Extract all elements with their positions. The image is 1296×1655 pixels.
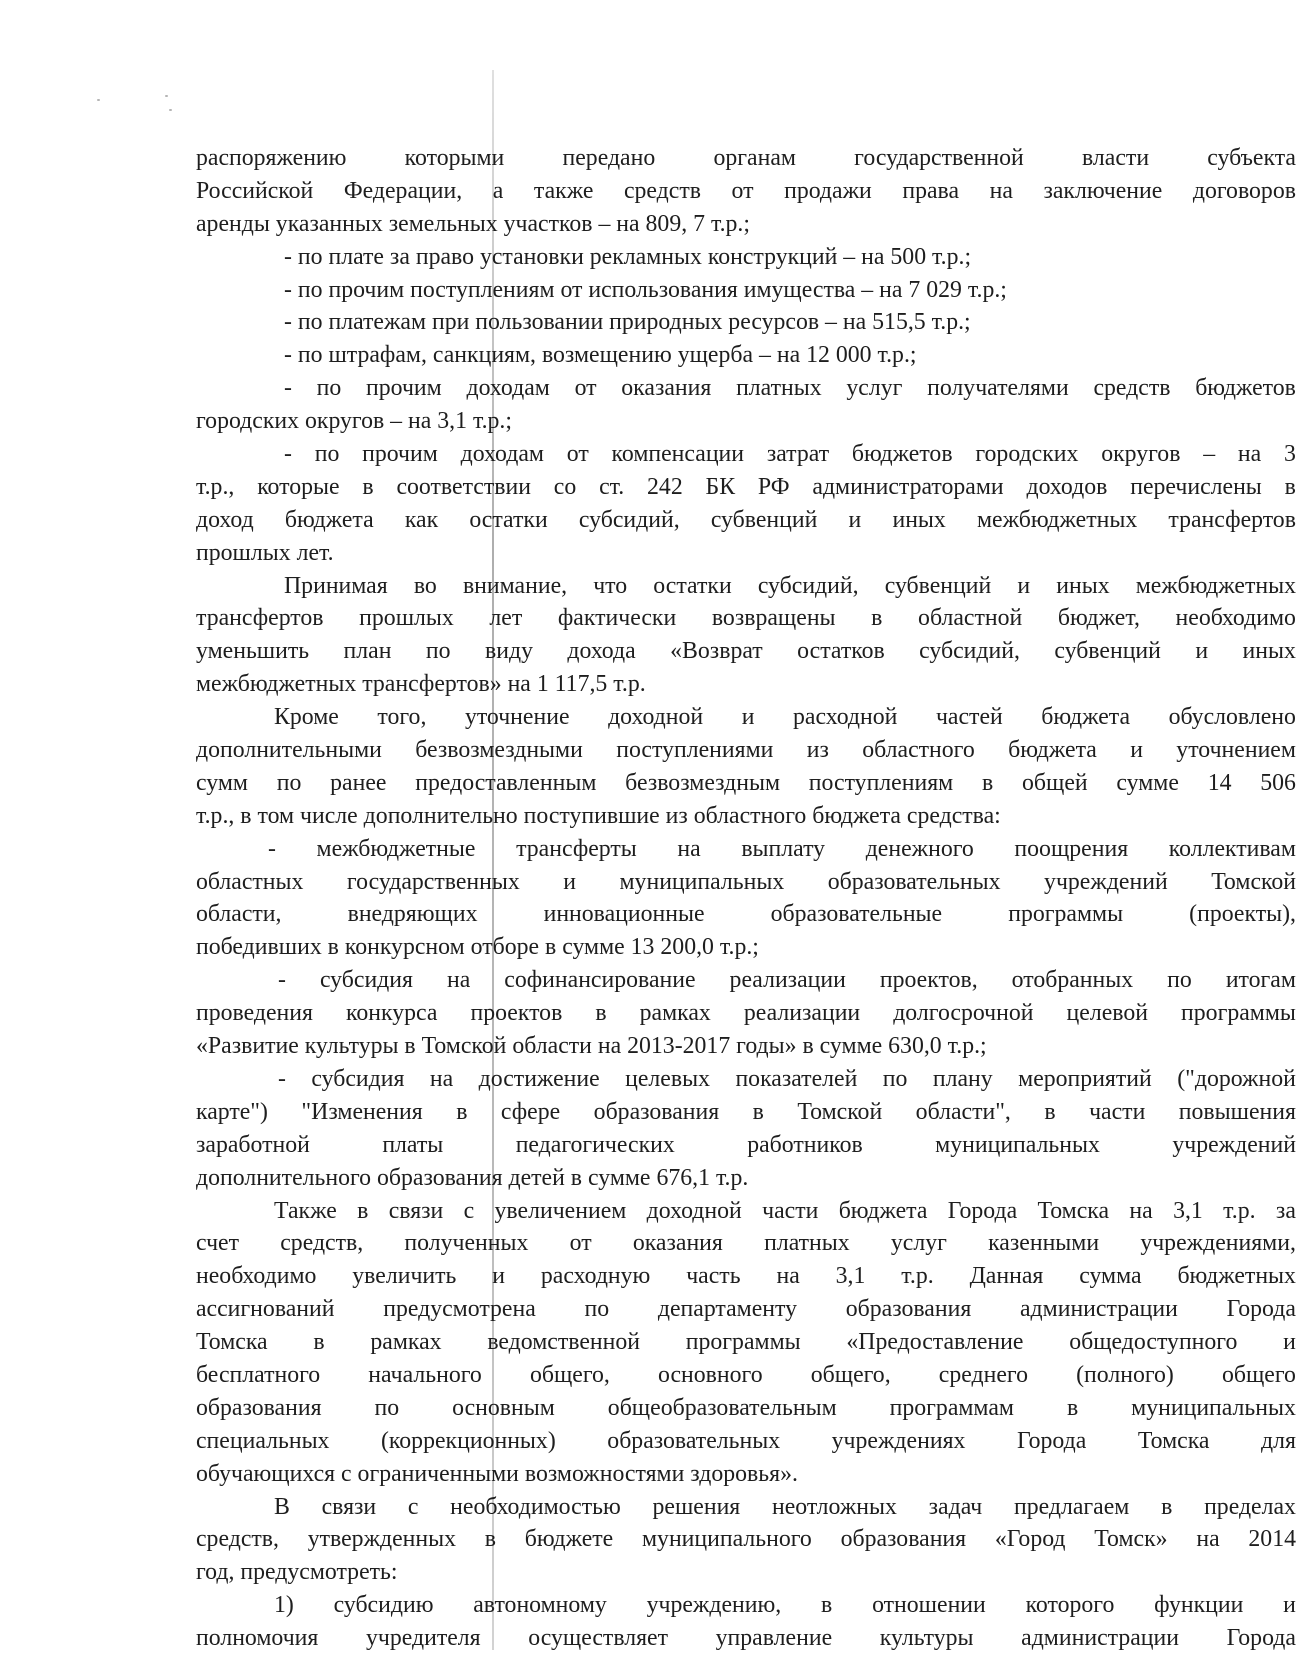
text-line: - по штрафам, санкциям, возмещению ущерба – на 12 000 т.р.; — [284, 342, 917, 369]
text-line: - по платежам при пользовании природных ресурсов – на 515,5 т.р.; — [284, 309, 971, 336]
text-line: сумм по ранее предоставленным безвозмездным поступлениям в общей сумме 14 506 — [196, 769, 1296, 796]
text-line: 1) субсидию автономному учреждению, в отношении которого функции и — [274, 1592, 1296, 1619]
text-line: средств, утвержденных в бюджете муниципального образования «Город Томск» на 2014 — [196, 1526, 1296, 1553]
text-line: полномочия учредителя осуществляет управление культуры администрации Города — [196, 1625, 1296, 1652]
text-line: «Развитие культуры в Томской области на 2013-2017 годы» в сумме 630,0 т.р.; — [196, 1033, 987, 1060]
text-line: - по плате за право установки рекламных конструкций – на 500 т.р.; — [284, 243, 972, 270]
text-line: Томска в рамках ведомственной программы «Предоставление общедоступного и — [196, 1329, 1296, 1356]
text-line: уменьшить план по виду дохода «Возврат остатков субсидий, субвенций и иных — [196, 638, 1296, 665]
text-line: трансфертов прошлых лет фактически возвращены в областной бюджет, необходимо — [196, 605, 1296, 632]
scan-specks — [95, 95, 195, 125]
text-line: распоряжению которыми передано органам государственной власти субъекта — [196, 145, 1296, 171]
text-line: т.р., которые в соответствии со ст. 242 БК РФ администраторами доходов перечислены в — [196, 473, 1296, 500]
text-line: год, предусмотреть: — [196, 1559, 398, 1586]
text-line: В связи с необходимостью решения неотложных задач предлагаем в пределах — [274, 1493, 1296, 1520]
text-line: счет средств, полученных от оказания платных услуг казенными учреждениями, — [196, 1230, 1296, 1257]
text-line: - по прочим доходам от оказания платных услуг получателями средств бюджетов — [284, 375, 1296, 402]
text-line: - по прочим поступлениям от использования имущества – на 7 029 т.р.; — [284, 276, 1007, 303]
text-line: доход бюджета как остатки субсидий, субвенций и иных межбюджетных трансфертов — [196, 506, 1296, 533]
text-line: т.р., в том числе дополнительно поступившие из областного бюджета средства: — [196, 802, 1001, 829]
text-line: - субсидия на достижение целевых показателей по плану мероприятий ("дорожной — [278, 1065, 1296, 1092]
text-line: образования по основным общеобразовательным программам в муниципальных — [196, 1394, 1296, 1421]
text-line: областных государственных и муниципальных образовательных учреждений Томской — [196, 868, 1296, 895]
text-line: аренды указанных земельных участков – на 809, 7 т.р.; — [196, 210, 750, 237]
text-line: дополнительными безвозмездными поступлениями из областного бюджета и уточнением — [196, 737, 1296, 764]
text-line: победивших в конкурсном отборе в сумме 13 200,0 т.р.; — [196, 934, 759, 961]
text-line: Принимая во внимание, что остатки субсидий, субвенций и иных межбюджетных — [284, 572, 1296, 599]
text-line: ассигнований предусмотрена по департаменту образования администрации Города — [196, 1296, 1296, 1323]
text-line: - субсидия на софинансирование реализации проектов, отобранных по итогам — [278, 967, 1296, 994]
text-line: прошлых лет. — [196, 539, 334, 566]
text-line: проведения конкурса проектов в рамках реализации долгосрочной целевой программы — [196, 1000, 1296, 1027]
text-line: Российской Федерации, а также средств от продажи права на заключение договоров — [196, 177, 1296, 204]
text-line: области, внедряющих инновационные образовательные программы (проекты), — [196, 901, 1296, 928]
text-line: карте") "Изменения в сфере образования в Томской области", в части повышения — [196, 1098, 1296, 1125]
text-line: межбюджетных трансфертов» на 1 117,5 т.р. — [196, 671, 646, 698]
text-line: специальных (коррекционных) образовательных учреждениях Города Томска для — [196, 1427, 1296, 1454]
text-line: обучающихся с ограниченными возможностями здоровья». — [196, 1460, 798, 1487]
text-line: Также в связи с увеличением доходной части бюджета Города Томска на 3,1 т.р. за — [274, 1197, 1296, 1224]
text-line: городских округов – на 3,1 т.р.; — [196, 408, 512, 435]
document-page — [196, 142, 1296, 1650]
text-line: дополнительного образования детей в сумме 676,1 т.р. — [196, 1164, 749, 1191]
text-line: необходимо увеличить и расходную часть на 3,1 т.р. Данная сумма бюджетных — [196, 1263, 1296, 1290]
text-line: бесплатного начального общего, основного общего, среднего (полного) общего — [196, 1361, 1296, 1388]
text-line: - по прочим доходам от компенсации затрат бюджетов городских округов – на 3 — [284, 441, 1296, 468]
text-line: заработной платы педагогических работников муниципальных учреждений — [196, 1131, 1296, 1158]
text-line: - межбюджетные трансферты на выплату денежного поощрения коллективам — [268, 835, 1296, 862]
text-line: Кроме того, уточнение доходной и расходной частей бюджета обусловлено — [274, 704, 1296, 731]
